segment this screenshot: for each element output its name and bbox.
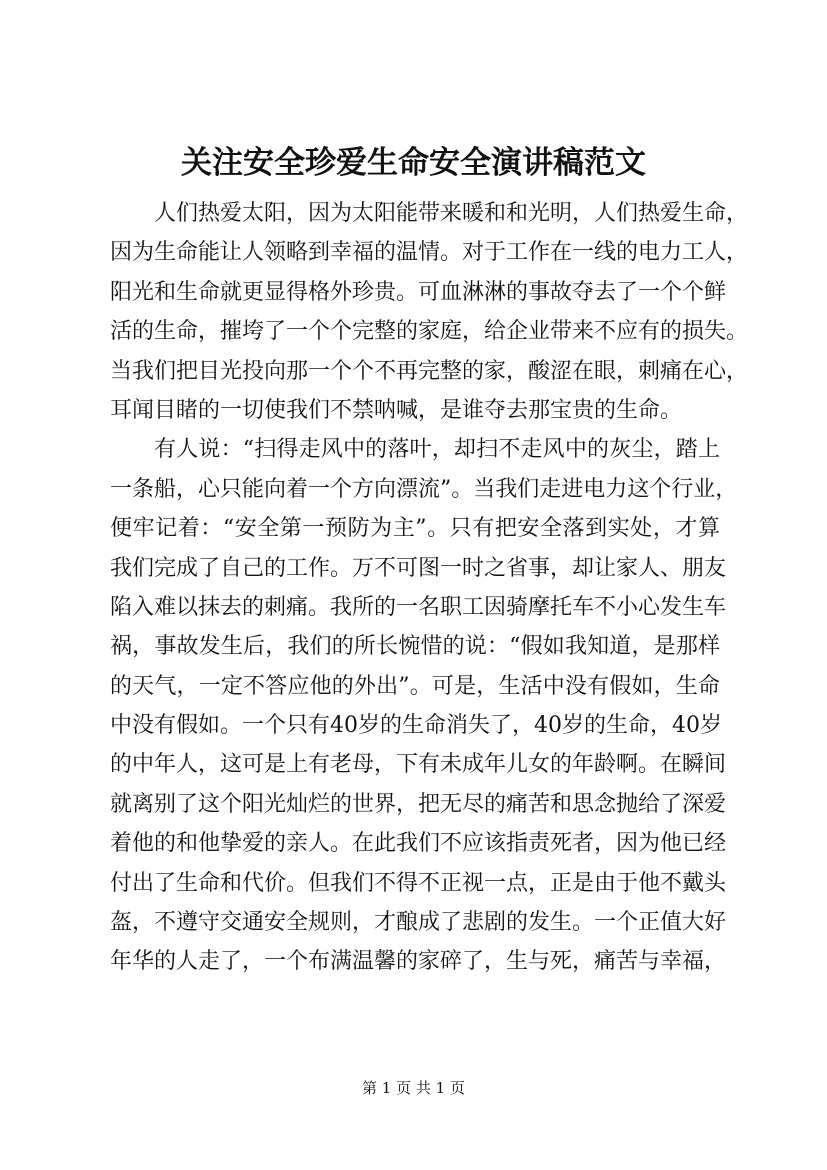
text-line: 着他的和他挚爱的亲人。在此我们不应该指责死者，因为他已经 bbox=[110, 831, 727, 857]
text-line: 因为生命能让人领略到幸福的温情。对于工作在一线的电力工人， bbox=[110, 240, 749, 266]
text-line: 我们完成了自己的工作。万不可图一时之省事，却让家人、朋友 bbox=[110, 555, 727, 581]
paragraph-1 bbox=[110, 194, 749, 430]
paragraph-2 bbox=[110, 430, 738, 981]
text-line: 人们热爱太阳，因为太阳能带来暖和和光明，人们热爱生命， bbox=[154, 201, 749, 226]
text-line: 耳闻目睹的一切使我们不禁呐喊，是谁夺去那宝贵的生命。 bbox=[110, 397, 683, 423]
text-line: 年华的人走了，一个布满温馨的家碎了，生与死，痛苦与幸福， bbox=[110, 949, 727, 975]
text-line: 陷入难以抹去的刺痛。我所的一名职工因骑摩托车不小心发生车 bbox=[110, 594, 727, 620]
text-line: 的天气，一定不答应他的外出”。可是，生活中没有假如，生命 bbox=[110, 673, 720, 699]
text-line: 有人说：“扫得走风中的落叶，却扫不走风中的灰尘，踏上 bbox=[154, 437, 720, 463]
text-line: 便牢记着：“安全第一预防为主”。只有把安全落到实处，才算 bbox=[110, 516, 720, 542]
text-line: 阳光和生命就更显得格外珍贵。可血淋淋的事故夺去了一个个鲜 bbox=[110, 279, 727, 305]
text-line: 祸，事故发生后，我们的所长惋惜的说：“假如我知道，是那样 bbox=[110, 634, 720, 660]
page-footer: 第 1 页 共 1 页 bbox=[362, 1079, 465, 1097]
text-line: 就离别了这个阳光灿烂的世界，把无尽的痛苦和思念抛给了深爱 bbox=[110, 791, 727, 817]
text-line: 当我们把目光投向那一个个不再完整的家，酸涩在眼，刺痛在心， bbox=[110, 358, 749, 384]
text-line: 中没有假如。一个只有40岁的生命消失了，40岁的生命，40岁 bbox=[110, 713, 722, 739]
document-title: 关注安全珍爱生命安全演讲稿范文 bbox=[181, 145, 646, 181]
text-line: 盔，不遵守交通安全规则，才酿成了悲剧的发生。一个正值大好 bbox=[110, 910, 727, 936]
document-body bbox=[110, 194, 749, 982]
text-line: 的中年人，这可是上有老母，下有未成年儿女的年龄啊。在瞬间 bbox=[110, 752, 727, 778]
text-line: 付出了生命和代价。但我们不得不正视一点，正是由于他不戴头 bbox=[110, 870, 727, 896]
text-line: 一条船，心只能向着一个方向漂流”。当我们走进电力这个行业， bbox=[110, 476, 738, 502]
text-line: 活的生命，摧垮了一个个完整的家庭，给企业带来不应有的损失。 bbox=[110, 319, 749, 345]
